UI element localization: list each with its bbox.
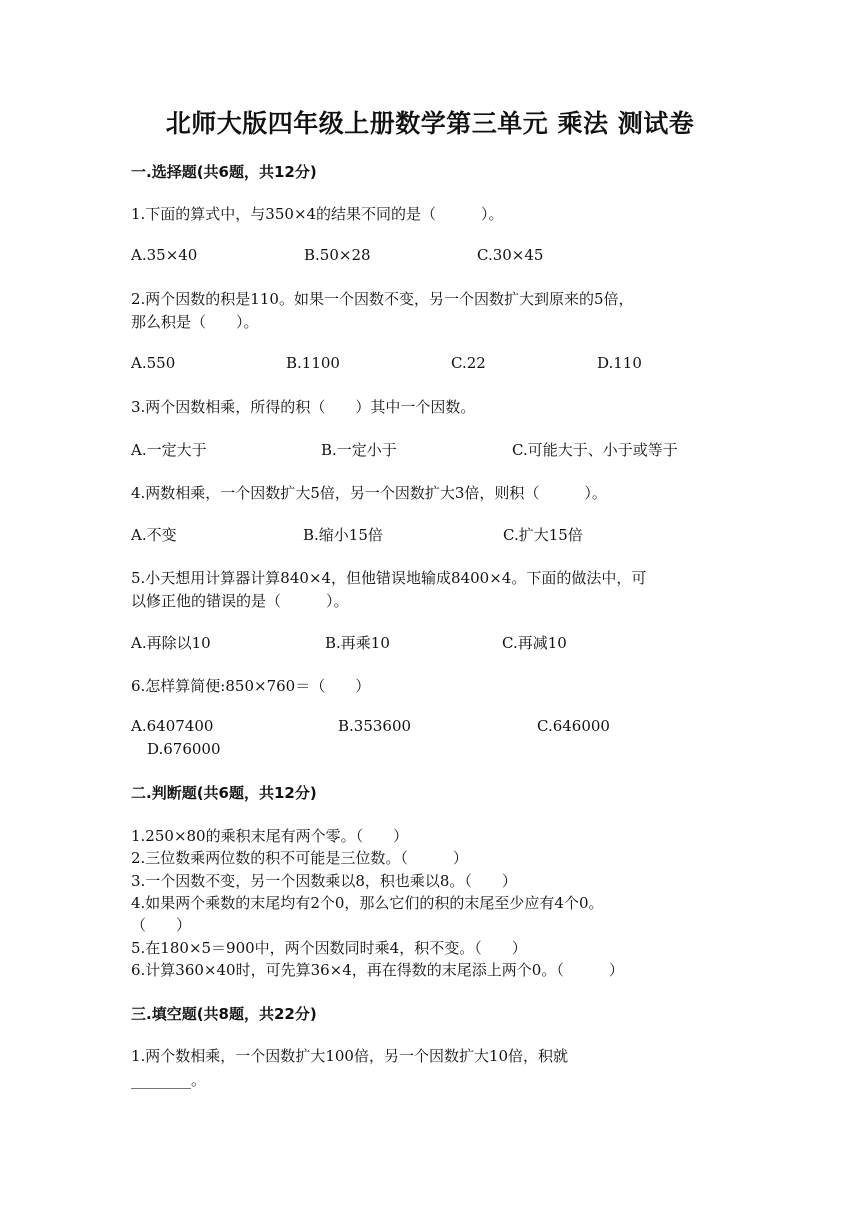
option-c: C.再减10 <box>502 634 567 652</box>
question-text: 5.小天想用计算器计算840×4，但他错误地输成8400×4。下面的做法中，可 <box>131 569 647 587</box>
option-b: B.50×28 <box>304 246 371 264</box>
question-text: 1.两个数相乘，一个因数扩大100倍，另一个因数扩大10倍，积就 <box>131 1047 569 1065</box>
option-c: C.646000 <box>537 717 610 735</box>
question-text: 1.下面的算式中，与350×4的结果不同的是（ ）。 <box>131 205 504 223</box>
list-item: 5.在180×5＝900中，两个因数同时乘4，积不变。（ ） <box>131 939 527 957</box>
section-heading-judge: 二.判断题(共6题，共12分) <box>131 784 317 802</box>
option-c: C.30×45 <box>477 246 544 264</box>
option-d: D.110 <box>597 354 642 372</box>
option-a: A.不变 <box>131 526 177 544</box>
question-text: 6.怎样算简便:850×760＝（ ） <box>131 677 371 695</box>
question-text: 3.两个因数相乘，所得的积（ ）其中一个因数。 <box>131 398 476 416</box>
option-a: A.再除以10 <box>131 634 211 652</box>
option-a: A.550 <box>131 354 176 372</box>
list-item: 4.如果两个乘数的末尾均有2个0，那么它们的积的末尾至少应有4个0。 <box>131 894 604 912</box>
question-text: 2.两个因数的积是110。如果一个因数不变，另一个因数扩大到原来的5倍， <box>131 290 634 308</box>
list-item: 3.一个因数不变，另一个因数乘以8，积也乘以8。（ ） <box>131 872 517 890</box>
section-heading-fill: 三.填空题(共8题，共22分) <box>131 1005 317 1023</box>
option-c: C.可能大于、小于或等于 <box>512 441 678 459</box>
page-title: 北师大版四年级上册数学第三单元 乘法 测试卷 <box>165 109 695 138</box>
option-a: A.6407400 <box>131 717 214 735</box>
option-d: D.676000 <box>147 740 221 758</box>
list-item: 6.计算360×40时，可先算36×4，再在得数的末尾添上两个0。（ ） <box>131 961 624 979</box>
option-a: A.一定大于 <box>131 441 207 459</box>
option-a: A.35×40 <box>131 246 198 264</box>
option-b: B.1100 <box>286 354 340 372</box>
answer-blank: ________。 <box>131 1071 207 1089</box>
option-b: B.缩小15倍 <box>303 526 383 544</box>
list-item: （ ） <box>131 916 192 934</box>
option-b: B.再乘10 <box>325 634 390 652</box>
list-item: 1.250×80的乘积末尾有两个零。（ ） <box>131 827 409 845</box>
option-b: B.353600 <box>338 717 412 735</box>
question-text: 4.两数相乘，一个因数扩大5倍，另一个因数扩大3倍，则积（ ）。 <box>131 484 607 502</box>
option-c: C.扩大15倍 <box>503 526 583 544</box>
question-text: 以修正他的错误的是（ ）。 <box>131 592 349 610</box>
option-c: C.22 <box>451 354 486 372</box>
question-text: 那么积是（ ）。 <box>131 313 259 331</box>
option-b: B.一定小于 <box>321 441 397 459</box>
section-heading-choice: 一.选择题(共6题，共12分) <box>131 163 317 181</box>
list-item: 2.三位数乘两位数的积不可能是三位数。（ ） <box>131 849 468 867</box>
